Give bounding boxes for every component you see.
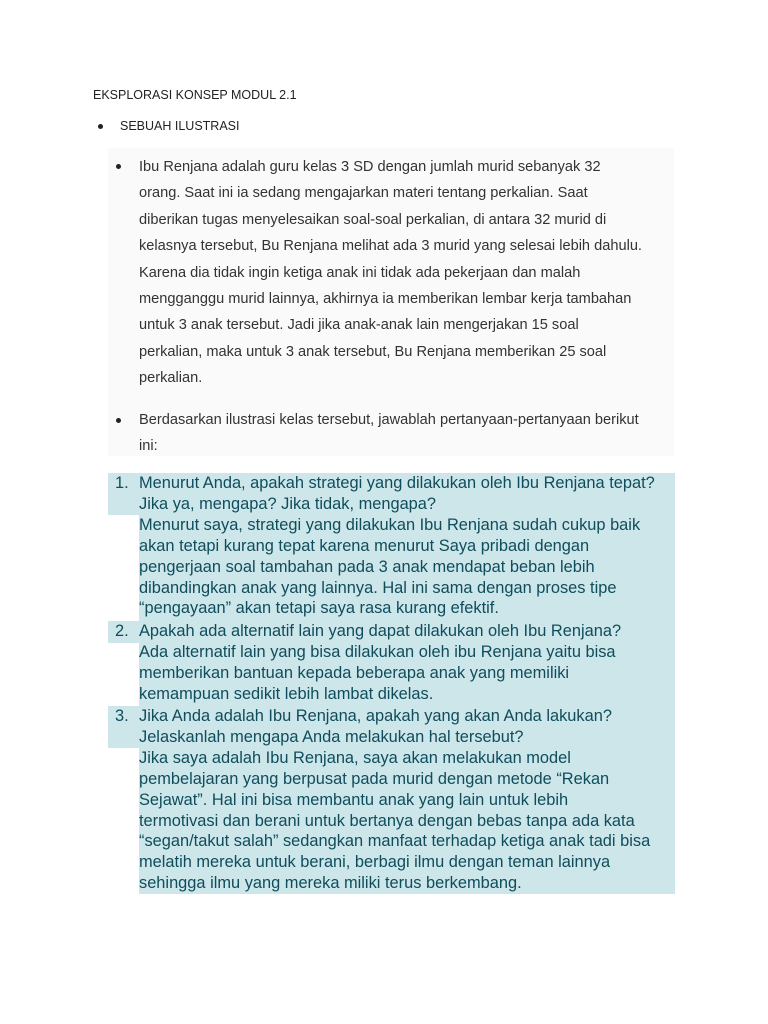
question-number: 1. — [115, 474, 129, 492]
question-3 — [139, 706, 650, 894]
bullet-icon — [116, 164, 121, 169]
paragraph-line: Karena dia tidak ingin ketiga anak ini tidak ada pekerjaan dan malah — [139, 264, 581, 281]
answer-line: Jika saya adalah Ibu Renjana, saya akan melakukan model — [139, 748, 571, 767]
answer-line: sehingga ilmu yang mereka miliki terus berkembang. — [139, 874, 522, 893]
answer-line: “pengayaan” akan tetapi saya rasa kurang efektif. — [139, 599, 499, 618]
answer-line: akan tetapi kurang tepat karena menurut Saya pribadi dengan — [139, 536, 590, 555]
page-title: EKSPLORASI KONSEP MODUL 2.1 — [93, 88, 297, 102]
answer-line: Menurut saya, strategi yang dilakukan Ibu Renjana sudah cukup baik — [139, 515, 641, 534]
paragraph-line: Ibu Renjana adalah guru kelas 3 SD dengan jumlah murid sebanyak 32 — [139, 159, 601, 175]
answer-line: dibandingkan anak yang lainnya. Hal ini sama dengan proses tipe — [139, 578, 617, 597]
question-line: Jika ya, mengapa? Jika tidak, mengapa? — [139, 494, 437, 513]
bullet-icon — [98, 124, 103, 129]
question-1 — [139, 473, 655, 619]
question-line: Apakah ada alternatif lain yang dapat dilakukan oleh Ibu Renjana? — [139, 622, 622, 640]
paragraph-line: Berdasarkan ilustrasi kelas tersebut, jawablah pertanyaan-pertanyaan berikut — [139, 412, 639, 428]
paragraph-line: ini: — [139, 438, 158, 455]
illustration-paragraph — [139, 154, 642, 392]
answer-line: “segan/takut salah” sedangkan manfaat terhadap ketiga anak tadi bisa — [139, 832, 651, 851]
answer-line: melatih mereka untuk berani, berbagi ilmu dengan teman lainnya — [139, 853, 611, 872]
question-2 — [139, 621, 621, 705]
question-number: 3. — [115, 707, 129, 725]
bullet-icon — [116, 418, 121, 423]
answer-line: kemampuan sedikit lebih lambat dikelas. — [139, 684, 434, 703]
paragraph-line: kelasnya tersebut, Bu Renjana melihat ada 3 murid yang selesai lebih dahulu. — [139, 238, 642, 255]
question-number: 2. — [115, 622, 129, 640]
paragraph-line: mengganggu murid lainnya, akhirnya ia memberikan lembar kerja tambahan — [139, 291, 632, 308]
section-heading: SEBUAH ILUSTRASI — [120, 119, 240, 133]
instruction-paragraph — [139, 407, 639, 460]
paragraph-line: perkalian, maka untuk 3 anak tersebut, Bu Renjana memberikan 25 soal — [139, 343, 607, 360]
answer-line: Sejawat”. Hal ini bisa membantu anak yang lain untuk lebih — [139, 790, 569, 809]
question-line: Jika Anda adalah Ibu Renjana, apakah yang akan Anda lakukan? — [139, 707, 612, 725]
paragraph-line: orang. Saat ini ia sedang mengajarkan materi tentang perkalian. Saat — [139, 185, 588, 202]
answer-line: pengerjaan soal tambahan pada 3 anak mendapat beban lebih — [139, 557, 595, 576]
answer-line: memberikan bantuan kepada beberapa anak yang memiliki — [139, 663, 570, 682]
paragraph-line: diberikan tugas menyelesaikan soal-soal perkalian, di antara 32 murid di — [139, 211, 607, 228]
question-line: Menurut Anda, apakah strategi yang dilakukan oleh Ibu Renjana tepat? — [139, 474, 655, 492]
answer-line: Ada alternatif lain yang bisa dilakukan oleh ibu Renjana yaitu bisa — [139, 642, 616, 661]
question-line: Jelaskanlah mengapa Anda melakukan hal tersebut? — [139, 727, 524, 746]
paragraph-line: untuk 3 anak tersebut. Jadi jika anak-anak lain mengerjakan 15 soal — [139, 317, 579, 334]
answer-line: termotivasi dan berani untuk bertanya dengan bebas tanpa ada kata — [139, 811, 635, 830]
answer-line: pembelajaran yang berpusat pada murid dengan metode “Rekan — [139, 769, 610, 788]
paragraph-line: perkalian. — [139, 370, 203, 387]
